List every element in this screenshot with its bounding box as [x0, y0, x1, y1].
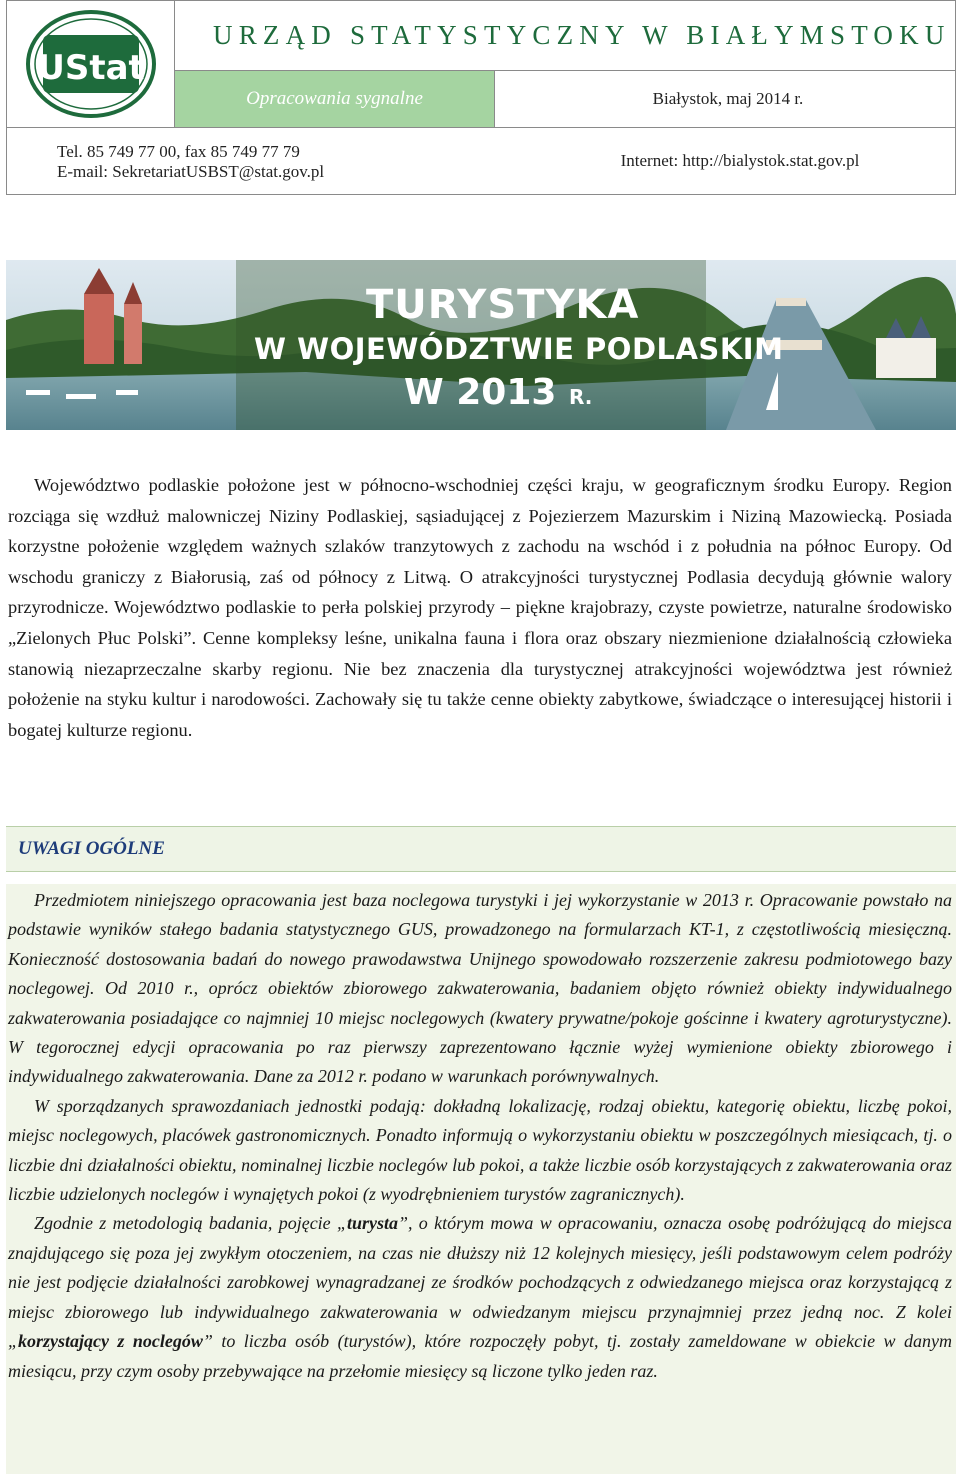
- notes-paragraph-1: Przedmiotem niniejszego opracowania jest baza noclegowa turystyki i jej wykorzystanie w 2013 r. Opracowanie powstało na podstawie wyników stałego badania statystycznego GUS, prowadzonego na formularzach KT-1, z częstotliwością miesięczną. Konieczność dostosowania badań do nowego prawodawstwa Unijnego spowodowało rozszerzenie zakresu podmiotowego bazy noclegowej. Od 2010 r., oprócz obiektów zbiorowego zakwaterowania, badaniem objęto również obiekty indywidualnego zakwaterowania posiadające co najmniej 10 miejsc noclegowych (kwatery prywatne/pokoje gościnne i kwatery agroturystyczne). W tegorocznej edycji opracowania po raz pierwszy zaprezentowano łącznie wyżej wymienione obiekty zbiorowego i indywidualnego zakwaterowania. Dane za 2012 r. podano w warunkach porównywalnych.: [8, 890, 952, 1087]
- svg-text:UStat: UStat: [36, 48, 145, 88]
- general-notes-heading-bar: [6, 826, 956, 872]
- document-header: [6, 0, 956, 195]
- office-title: URZĄD STATYSTYCZNY W BIAŁYMSTOKU: [213, 20, 951, 50]
- banner-title-line3: W 2013 R.: [404, 372, 593, 413]
- internet-cell: [495, 128, 955, 194]
- publication-date: Białystok, maj 2014 r.: [652, 89, 804, 108]
- ustat-logo-icon: [25, 9, 157, 119]
- notes-paragraph-2: W sporządzanych sprawozdaniach jednostki podają: dokładną lokalizację, rodzaj obiektu, kategorię obiektu, liczbę pokoi, miejsc noclegowych, placówek gastronomicznych. Ponadto informują o wykorzystaniu obiektu w poszczególnych miesiącach, tj. o liczbie dni działalności obiektu, nominalnej liczbie noclegów lub pokoi, a także liczbie osób korzystających z zakwaterowania oraz liczbie udzielonych noclegów i wynajętych pokoi (z wyodrębnieniem turystów zagranicznych).: [8, 1095, 952, 1205]
- email-line[interactable]: E-mail: SekretariatUSBST@stat.gov.pl: [57, 162, 325, 181]
- phone-line: Tel. 85 749 77 00, fax 85 749 77 79: [57, 142, 300, 161]
- date-cell: [495, 71, 955, 128]
- internet-link[interactable]: Internet: http://bialystok.stat.gov.pl: [620, 151, 860, 170]
- term-korzystajacy: korzystający z noclegów: [18, 1331, 203, 1352]
- contact-cell: [7, 128, 495, 194]
- banner-title-line2: W WOJEWÓDZTWIE PODLASKIM: [254, 332, 784, 366]
- banner-title-line1: TURYSTYKA: [366, 282, 640, 328]
- publication-type-cell: [175, 71, 495, 128]
- term-turysta: turysta: [346, 1213, 398, 1234]
- publication-type: Opracowania sygnalne: [246, 88, 423, 109]
- title-banner: [6, 260, 956, 430]
- general-notes-heading: UWAGI OGÓLNE: [18, 838, 165, 859]
- general-notes-box: [6, 884, 956, 1474]
- notes-paragraph-3: Zgodnie z metodologią badania, pojęcie „turysta”, o którym mowa w opracowaniu, oznacza osobę podróżującą do miejsca znajdującego się poza jej zwykłym otoczeniem, na czas nie dłuższy niż 12 kolejnych miesięcy, jeśli podstawowym celem podróży nie jest podjęcie działalności zarobkowej wynagradzanej ze środków pochodzących z odwiedzanego miejsca oraz korzystającą z miejsc zbiorowego lub indywidualnego zakwaterowania w odwiedzanym miejscu przynajmniej przez jedną noc. Z kolei „korzystający z noclegów” to liczba osób (turystów), które rozpoczęły pobyt, tj. zostały zameldowane w obiekcie w danym miesiącu, przy czym osoby przebywające na przełomie miesięcy są liczone tylko jeden raz.: [8, 1213, 952, 1381]
- office-title-cell: [175, 1, 955, 71]
- logo-cell: [7, 1, 175, 128]
- banner-title: [6, 260, 956, 430]
- intro-paragraph: Województwo podlaskie położone jest w północno-wschodniej części kraju, w geograficznym środku Europy. Region rozciąga się wzdłuż malowniczej Niziny Podlaskiej, sąsiadującej z Pojezierzem Mazurskim i Niziną Mazowiecką. Posiada korzystne położenie względem ważnych szlaków tranzytowych z zachodu na wschód i z południa na północ Europy. Od wschodu graniczy z Białorusią, zaś od północy z Litwą. O atrakcyjności turystycznej Podlasia decydują głównie walory przyrodnicze. Województwo podlaskie to perła polskiej przyrody – piękne krajobrazy, czyste powietrze, naturalne środowisko „Zielonych Płuc Polski”. Cenne kompleksy leśne, unikalna fauna i flora oraz obszary niezmienione działalnością człowieka stanowią niezaprzeczalne skarby regionu. Nie bez znaczenia dla turystycznej atrakcyjności województwa jest również położenie na styku kultur i narodowości. Zachowały się tu także cenne obiekty zabytkowe, świadczące o interesującej historii i bogatej kulturze regionu.: [8, 475, 952, 740]
